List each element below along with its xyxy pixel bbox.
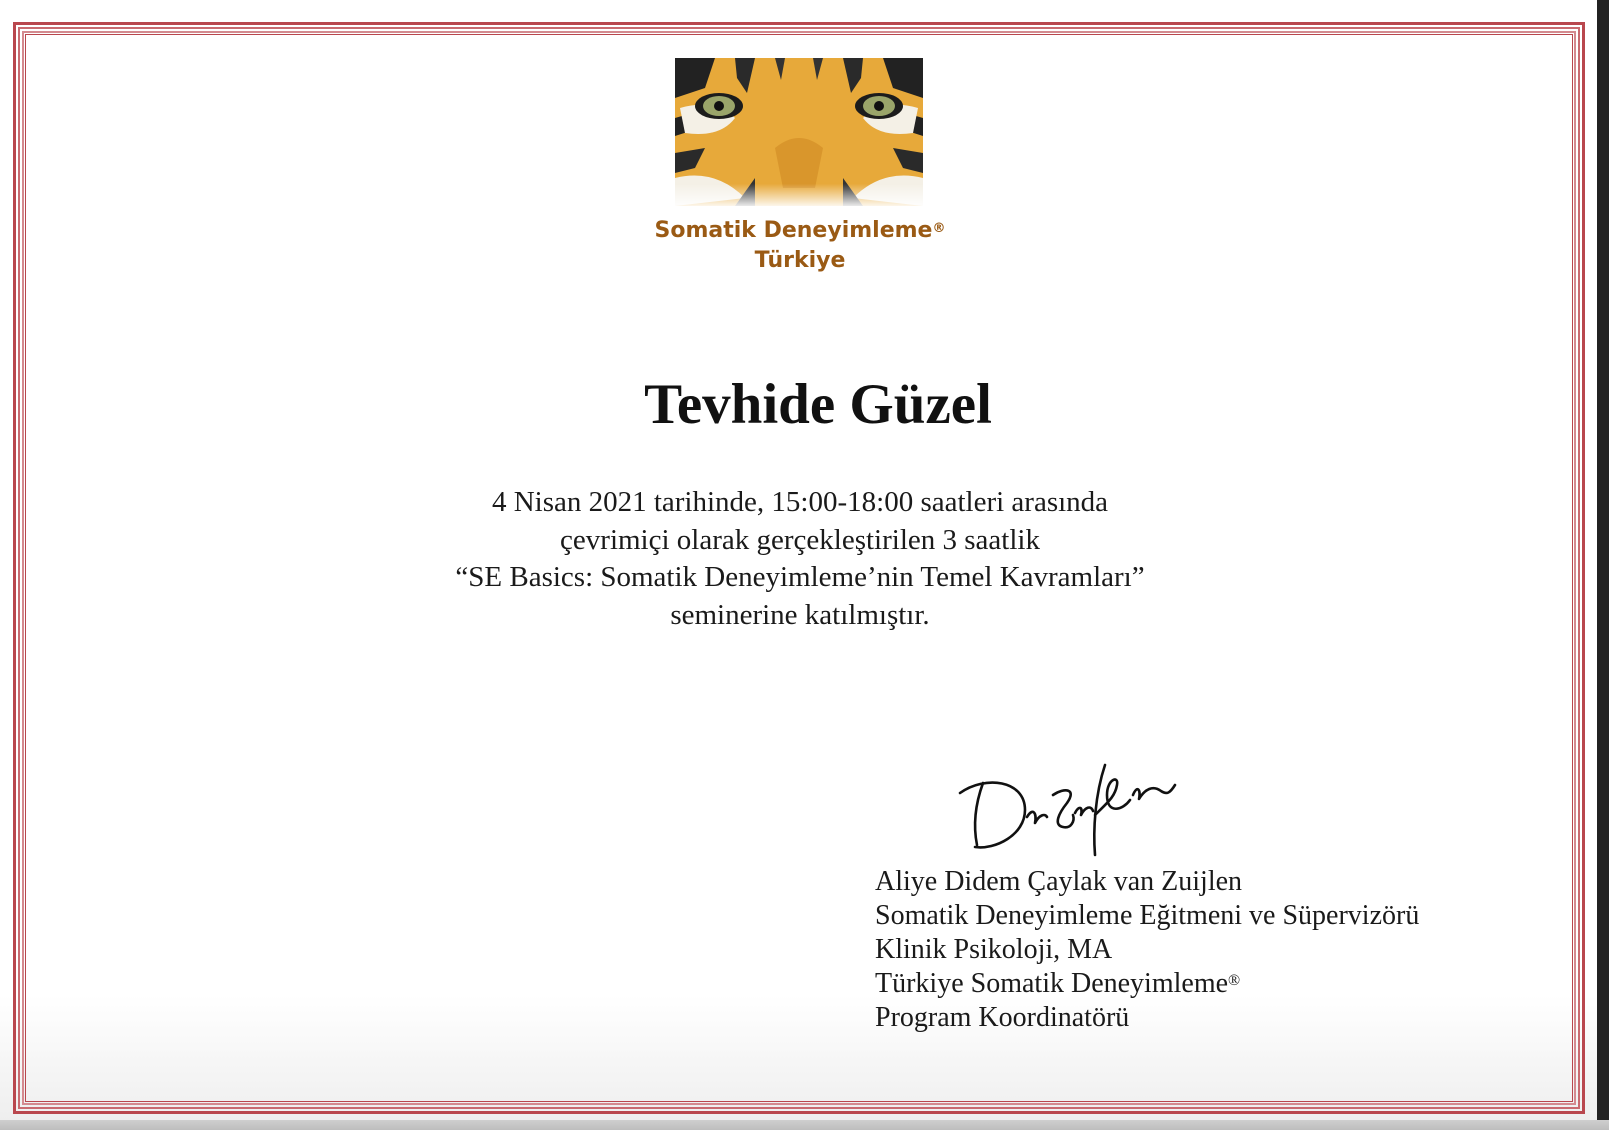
registered-mark: ® <box>1228 972 1241 989</box>
recipient-name: Tevhide Güzel <box>644 373 992 436</box>
body-line-2: çevrimiçi olarak gerçekleştirilen 3 saatlik <box>560 523 1040 556</box>
signer-org: Türkiye Somatik Deneyimleme <box>875 968 1229 999</box>
signer-role: Program Koordinatörü <box>875 1002 1130 1033</box>
brand-line1: Somatik Deneyimleme <box>654 218 933 243</box>
signer-degree: Klinik Psikoloji, MA <box>875 934 1113 965</box>
signer-block <box>875 865 1515 1035</box>
signer-name: Aliye Didem Çaylak van Zuijlen <box>875 866 1243 897</box>
registered-mark: ® <box>932 221 946 236</box>
brand-name <box>600 216 1000 276</box>
body-line-4: seminerine katılmıştır. <box>670 598 930 631</box>
handwritten-signature-icon <box>955 755 1195 865</box>
brand-line2: Türkiye <box>754 248 846 273</box>
tiger-eyes-logo-icon <box>675 58 923 206</box>
window-edge-right <box>1597 0 1609 1130</box>
signer-title: Somatik Deneyimleme Eğitmeni ve Süpervizörü <box>875 900 1420 931</box>
certificate-body <box>300 484 1300 634</box>
window-edge-bottom <box>0 1120 1609 1130</box>
body-line-3: “SE Basics: Somatik Deneyimleme’nin Temel Kavramları” <box>455 561 1145 593</box>
body-line-1: 4 Nisan 2021 tarihinde, 15:00-18:00 saatleri arasında <box>491 486 1109 518</box>
